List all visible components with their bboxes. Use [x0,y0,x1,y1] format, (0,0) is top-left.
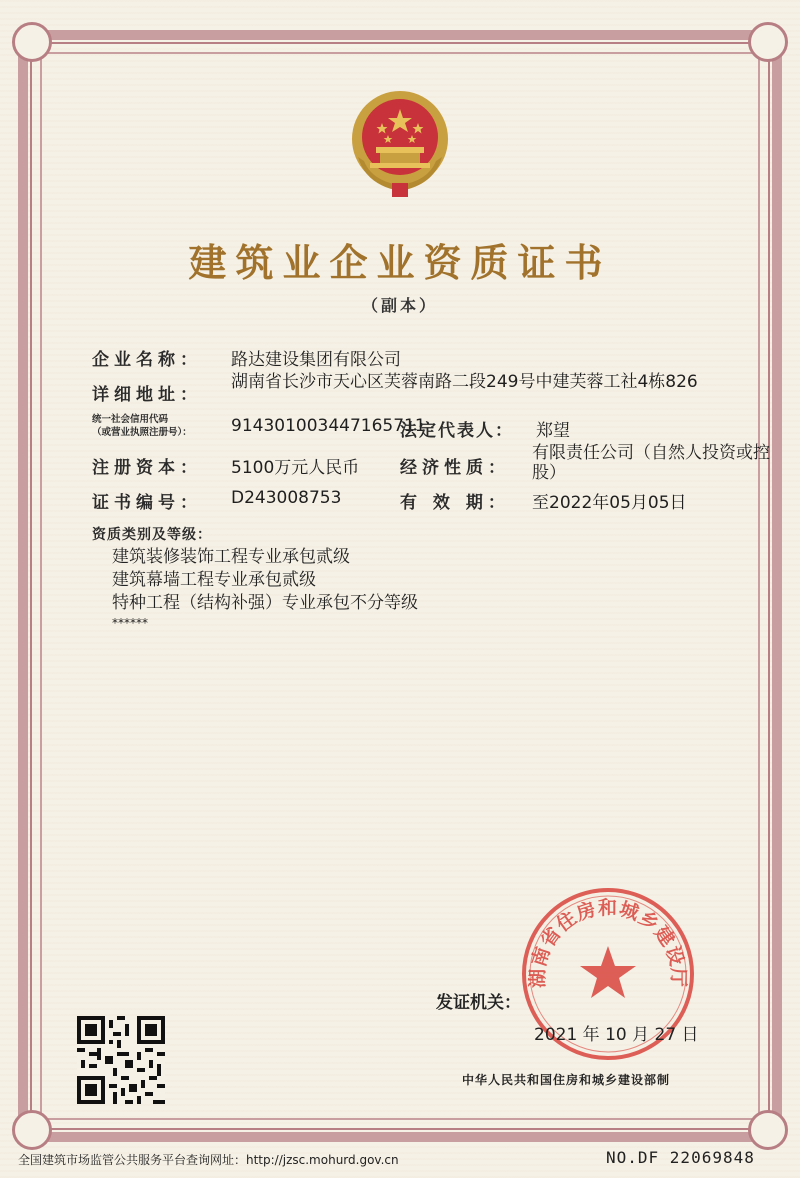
cert-no-value: D243008753 [231,488,342,508]
credit-code-label-line2: （或营业执照注册号）： [92,427,192,438]
certificate-title: 建筑业企业资质证书 [188,240,612,285]
qualification-item: 建筑幕墙工程专业承包贰级 [112,570,316,590]
address-label: 详细地址： [92,385,202,405]
certificate-subtitle: （副本） [361,296,438,315]
issue-date: 2021 年 10 月 27 日 [534,1025,699,1045]
corner-ornament [748,22,788,62]
company-name-label: 企业名称： [92,350,202,370]
qualifications-label: 资质类别及等级： [92,527,212,543]
legal-rep-label: 法定代表人： [400,421,514,441]
legal-rep-value: 郑望 [536,421,570,441]
qualifications-list [112,546,418,631]
company-name-value: 路达建设集团有限公司 [231,350,401,370]
address-value: 湖南省长沙市天心区芙蓉南路二段249号中建芙蓉工社4栋826 [231,372,698,392]
qualification-item: 建筑装修装饰工程专业承包贰级 [112,547,350,567]
qualification-item: 特种工程（结构补强）专业承包不分等级 [112,593,418,613]
ministry-line: 中华人民共和国住房和城乡建设部制 [462,1073,671,1087]
certificate-serial-number: NO.DF 22069848 [606,1148,755,1167]
economic-type-label: 经济性质： [400,458,510,478]
capital-label: 注册资本： [92,458,202,478]
corner-ornament [748,1110,788,1150]
qualification-terminator: ****** [112,616,148,630]
credit-code-value: 914301003447165711 [231,416,426,436]
corner-ornament [12,1110,52,1150]
footer-query-url: 全国建筑市场监管公共服务平台查询网址：http://jzsc.mohurd.gov.cn [18,1153,399,1167]
capital-value: 5100万元人民币 [231,458,360,478]
cert-no-label: 证书编号： [92,493,202,513]
national-emblem-icon [346,87,454,200]
credit-code-label-line1: 统一社会信用代码 [92,414,169,425]
economic-type-value: 有限责任公司（自然人投资或控股） [532,443,770,483]
validity-value: 至2022年05月05日 [532,493,687,513]
corner-ornament [12,22,52,62]
qr-code-icon [77,1016,165,1104]
issuer-label: 发证机关： [436,993,521,1013]
seal-text: 湖南省住房和城乡建设厅 [526,897,690,989]
validity-label: 有 效 期： [400,493,510,513]
